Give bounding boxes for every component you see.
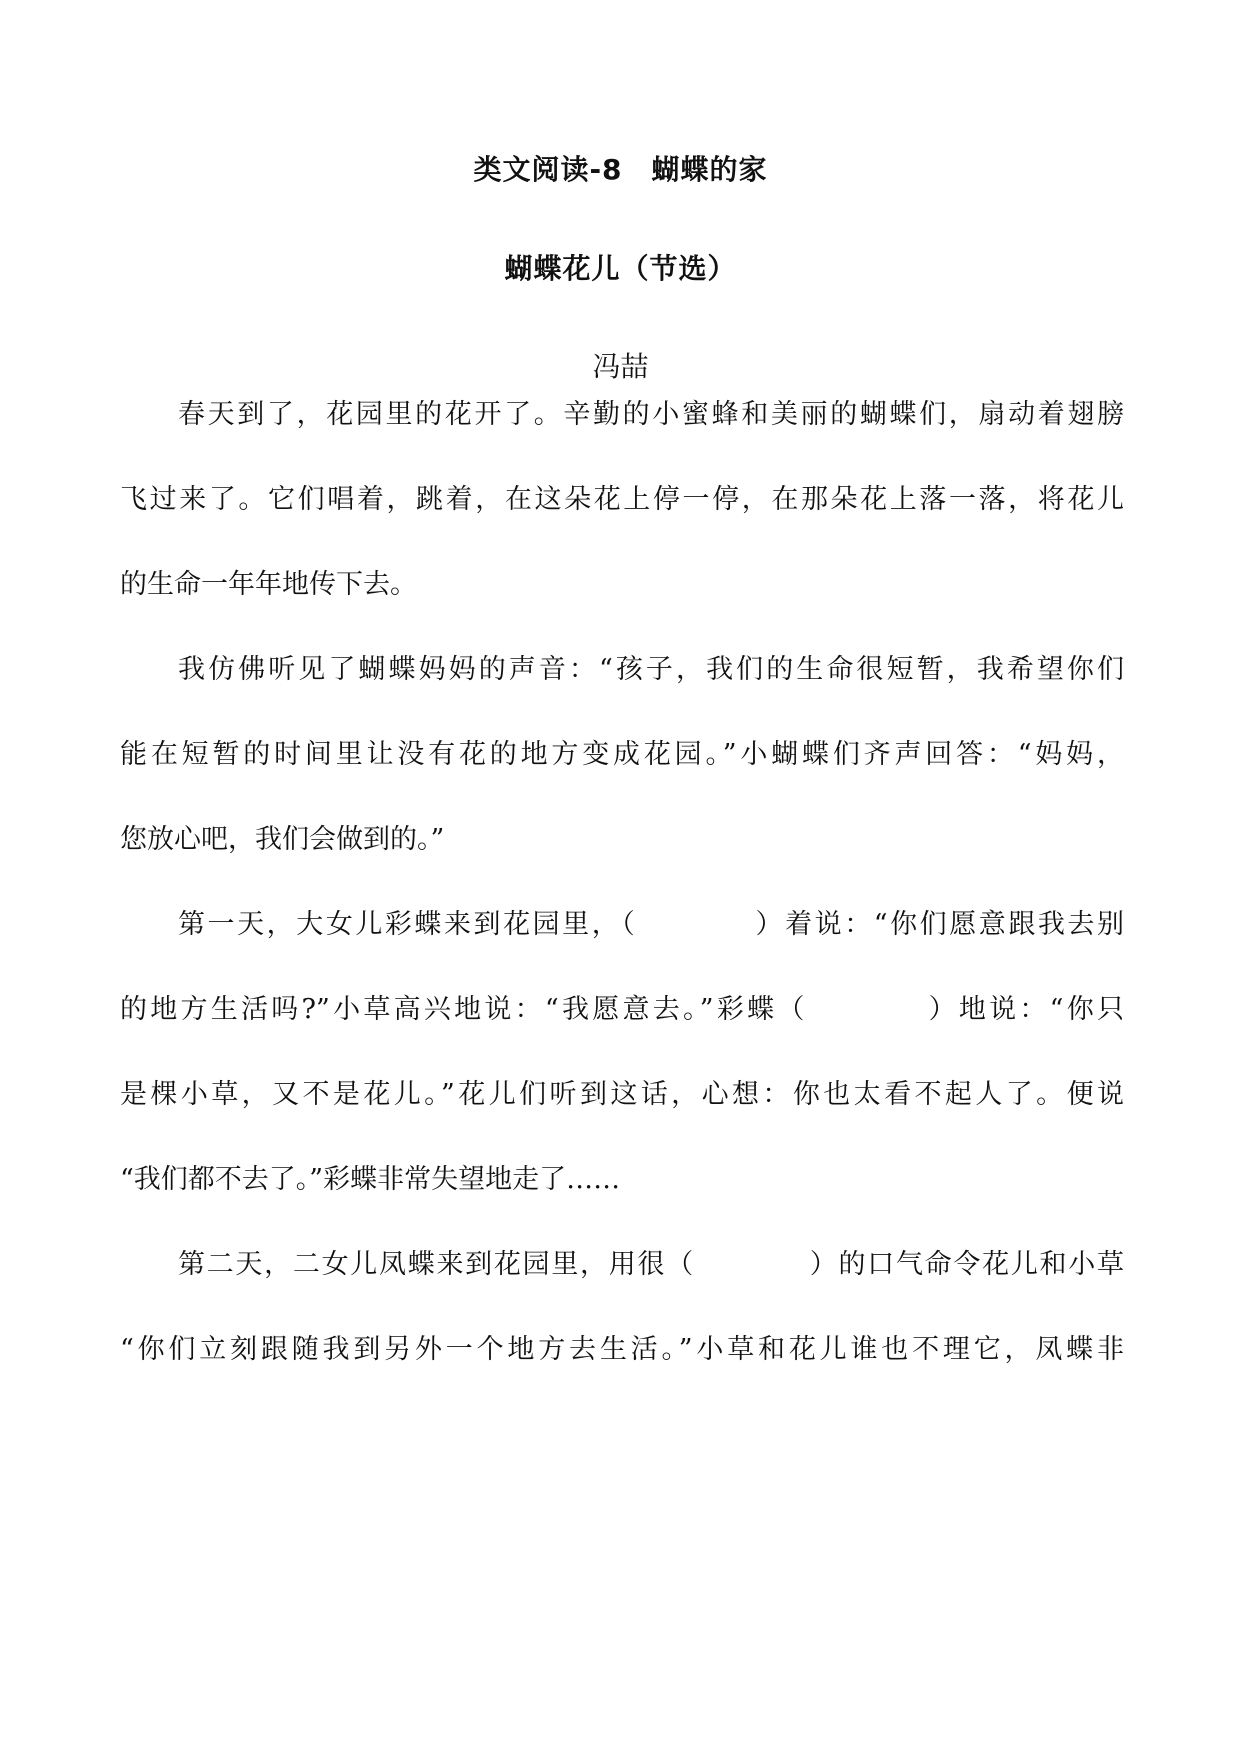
paragraph-1-line-3: 的生命一年年地传下去。	[120, 569, 417, 600]
paragraph-1-line-1: 春天到了，花园里的花开了。辛勤的小蜜蜂和美丽的蝴蝶们，扇动着翅膀	[178, 399, 1124, 430]
paragraph-2-line-3: 您放心吧，我们会做到的。”	[120, 824, 445, 855]
document-heading: 类文阅读-8 蝴蝶的家	[473, 153, 768, 186]
paragraph-3-line-4: “我们都不去了。”彩蝶非常失望地走了……	[120, 1164, 621, 1195]
paragraph-4-line-2: “你们立刻跟随我到另外一个地方去生活。”小草和花儿谁也不理它，凤蝶非	[120, 1334, 1124, 1365]
paragraph-2-line-1: 我仿佛听见了蝴蝶妈妈的声音：“孩子，我们的生命很短暂，我希望你们	[178, 654, 1124, 685]
article-title: 蝴蝶花儿（节选）	[504, 252, 737, 285]
article-author: 冯喆	[592, 350, 649, 383]
paragraph-3-line-3: 是棵小草，又不是花儿。”花儿们听到这话，心想：你也太看不起人了。便说	[120, 1079, 1124, 1110]
paragraph-1-line-2: 飞过来了。它们唱着，跳着，在这朵花上停一停，在那朵花上落一落，将花儿	[120, 484, 1124, 515]
paragraph-4-line-1: 第二天，二女儿凤蝶来到花园里，用很（ ）的口气命令花儿和小草	[178, 1249, 1124, 1280]
paragraph-2-line-2: 能在短暂的时间里让没有花的地方变成花园。”小蝴蝶们齐声回答：“妈妈，	[120, 739, 1124, 770]
paragraph-3-line-1: 第一天，大女儿彩蝶来到花园里，（ ）着说：“你们愿意跟我去别	[178, 909, 1124, 940]
paragraph-3-line-2: 的地方生活吗?”小草高兴地说：“我愿意去。”彩蝶（ ）地说：“你只	[120, 994, 1124, 1025]
